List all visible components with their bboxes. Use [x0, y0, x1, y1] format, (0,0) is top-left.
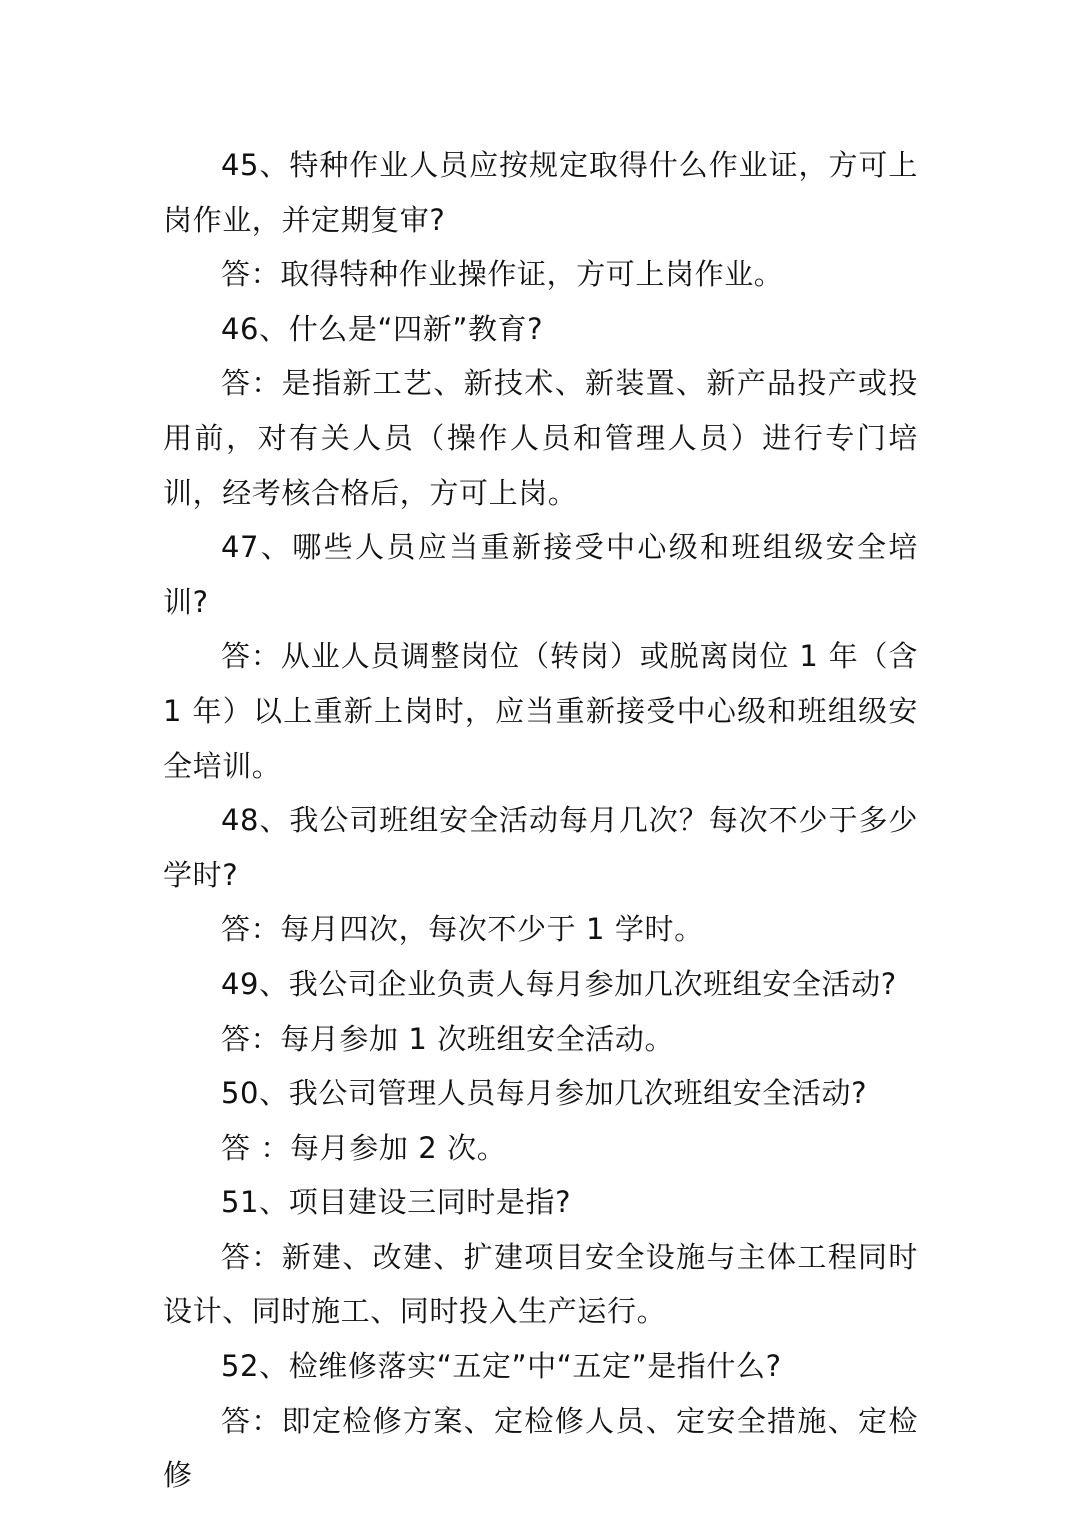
answer-52: 答：即定检修方案、定检修人员、定安全措施、定检修 — [163, 1403, 918, 1493]
question-52: 52、检维修落实“五定”中“五定”是指什么? — [221, 1349, 782, 1384]
answer-51: 答：新建、改建、扩建项目安全设施与主体工程同时设计、同时施工、同时投入生产运行。 — [163, 1239, 918, 1329]
question-50: 50、我公司管理人员每月参加几次班组安全活动? — [221, 1076, 868, 1111]
answer-50: 答 ：每月参加 2 次。 — [221, 1130, 507, 1165]
question-45: 45、特种作业人员应按规定取得什么作业证，方可上岗作业，并定期复审? — [163, 148, 918, 237]
question-46: 46、什么是“四新”教育? — [221, 311, 544, 346]
document-body — [163, 138, 918, 1503]
answer-46: 答：是指新工艺、新技术、新装置、新产品投产或投用前，对有关人员（操作人员和管理人员）进行专门培训，经考核合格后，方可上岗。 — [163, 366, 918, 510]
question-49: 49、我公司企业负责人每月参加几次班组安全活动? — [221, 966, 897, 1001]
answer-45: 答：取得特种作业操作证，方可上岗作业。 — [221, 257, 784, 292]
answer-48: 答：每月四次，每次不少于 1 学时。 — [221, 912, 704, 947]
question-48: 48、我公司班组安全活动每月几次？每次不少于多少学时? — [163, 803, 918, 892]
question-51: 51、项目建设三同时是指? — [221, 1185, 572, 1220]
answer-49: 答：每月参加 1 次班组安全活动。 — [221, 1021, 675, 1056]
question-47: 47、哪些人员应当重新接受中心级和班组级安全培训? — [163, 530, 918, 619]
answer-47: 答：从业人员调整岗位（转岗）或脱离岗位 1 年（含 1 年）以上重新上岗时，应当重新接受中心级和班组级安全培训。 — [163, 639, 918, 783]
